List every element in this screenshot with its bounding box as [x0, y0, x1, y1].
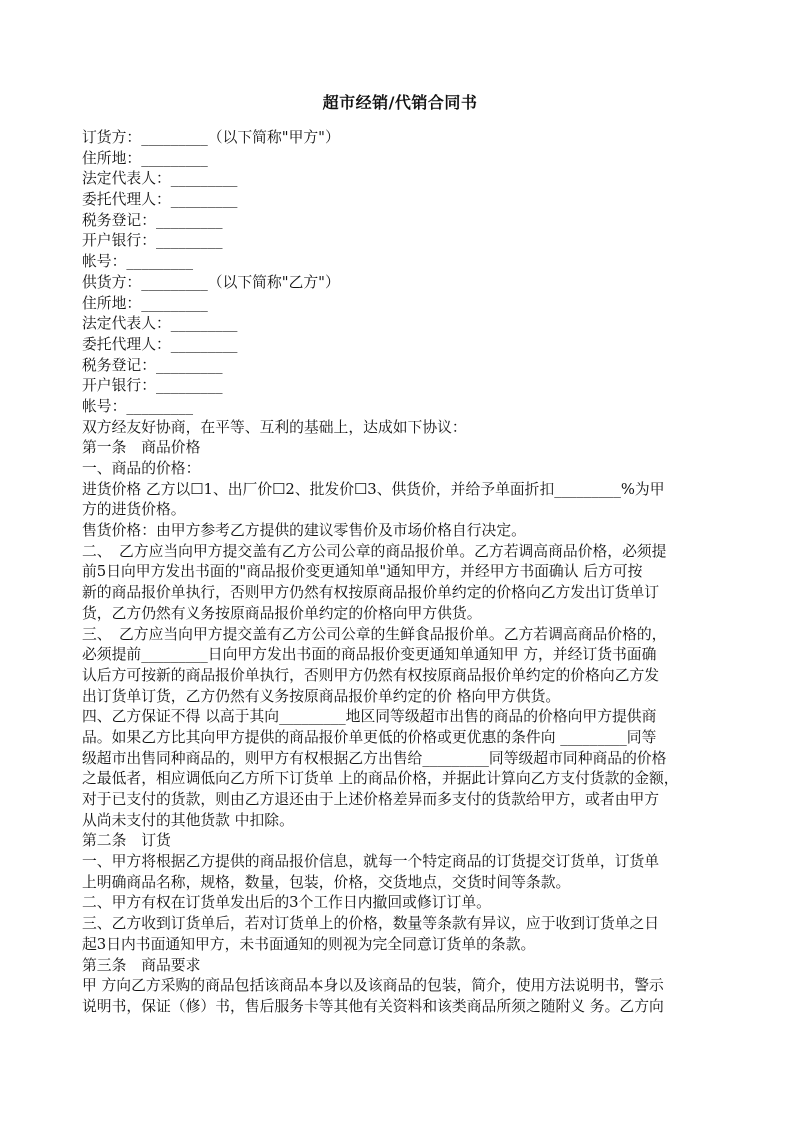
- text-line: 订货方：_________（以下简称"甲方"）: [82, 129, 340, 146]
- text-line: 品。如果乙方比其向甲方提供的商品报价单更低的价格或更优惠的条件向 _________同等: [82, 728, 657, 746]
- text-line: 法定代表人：_________: [82, 315, 238, 333]
- text-line: 新的商品报价单执行，否则甲方仍然有权按原商品报价单约定的价格向乙方发出订货单订: [82, 584, 660, 602]
- text-line: 四、乙方保证不得 以高于其向_________地区同等级超市出售的商品的价格向甲方提供商: [82, 708, 657, 726]
- text-line: 帐号：_________: [82, 253, 193, 271]
- text-line: 供货方：_________（以下简称"乙方"）: [82, 273, 340, 291]
- text-line: 双方经友好协商，在平等、互利的基础上，达成如下协议：: [82, 418, 467, 436]
- text-line: 法定代表人：_________: [82, 170, 238, 188]
- text-line: 说明书，保证（修）书，售后服务卡等其他有关资料和该类商品所须之随附义 务。乙方向: [82, 997, 664, 1015]
- text-line: 出订货单订货，乙方仍然有义务按原商品报价单约定的价 格向甲方供货。: [82, 687, 561, 705]
- text-line: 三、乙方收到订货单后，若对订货单上的价格，数量等条款有异议，应于收到订货单之日: [82, 915, 660, 933]
- text-line: 一、商品的价格：: [82, 460, 201, 477]
- text-line: 级超市出售同种商品的，则甲方有权根据乙方出售给_________同等级超市同种商品的价格: [82, 749, 667, 767]
- text-line: 二、 乙方应当向甲方提交盖有乙方公司公章的商品报价单。乙方若调高商品价格，必须提: [82, 542, 667, 560]
- section-heading: 第三条 商品要求: [82, 956, 201, 974]
- text-line: 三、 乙方应当向甲方提交盖有乙方公司公章的生鲜食品报价单。乙方若调高商品价格的，: [82, 625, 667, 643]
- text-line: 税务登记：_________: [82, 356, 223, 374]
- text-line: 起3日内书面通知甲方，未书面通知的则视为完全同意订货单的条款。: [82, 935, 536, 953]
- text-line: 开户银行：_________: [82, 232, 223, 250]
- text-line: 对于已支付的货款，则由乙方退还由于上述价格差异而多支付的货款给甲方，或者由甲方: [82, 791, 660, 808]
- text-line: 委托代理人：_________: [82, 191, 238, 209]
- text-line: 税务登记：_________: [82, 211, 223, 229]
- text-line: 方的进货价格。: [82, 501, 186, 519]
- text-line: 进货价格 乙方以☐1、出厂价☐2、批发价☐3、供货价，并给予单面折扣_________%为甲: [82, 480, 665, 498]
- text-line: 开户银行：_________: [82, 377, 223, 395]
- document-title: 超市经销/代销合同书: [322, 93, 478, 112]
- section-heading: 第一条 商品价格: [82, 439, 201, 457]
- text-line: 二、甲方有权在订货单发出后的3个工作日内撤回或修订订单。: [82, 894, 491, 912]
- text-line: 住所地：_________: [82, 294, 208, 312]
- text-line: 之最低者，相应调低向乙方所下订货单 上的商品价格，并据此计算向乙方支付货款的金额，: [82, 770, 679, 788]
- text-line: 委托代理人：_________: [82, 335, 238, 353]
- text-line: 从尚未支付的其他货款 中扣除。: [82, 811, 294, 829]
- text-line: 售货价格：由甲方参考乙方提供的建议零售价及市场价格自行决定。: [82, 522, 526, 540]
- text-line: 一、甲方将根据乙方提供的商品报价信息，就每一个特定商品的订货提交订货单，订货单: [82, 853, 660, 871]
- text-line: 前5日向甲方发出书面的"商品报价变更通知单"通知甲方，并经甲方书面确认 后方可按: [82, 563, 643, 581]
- text-line: 认后方可按新的商品报价单执行，否则甲方仍然有权按原商品报价单约定的价格向乙方发: [82, 666, 660, 684]
- text-line: 必须提前_________日向甲方发出书面的商品报价变更通知单通知甲 方，并经订货书面确: [82, 646, 657, 664]
- text-line: 甲 方向乙方采购的商品包括该商品本身以及该商品的包装，简介，使用方法说明书，警示: [82, 977, 664, 995]
- text-line: 上明确商品名称，规格，数量，包装，价格，交货地点，交货时间等条款。: [82, 873, 571, 891]
- section-heading: 第二条 订货: [82, 832, 171, 850]
- text-line: 货，乙方仍然有义务按原商品报价单约定的价格向甲方供货。: [82, 604, 482, 622]
- text-line: 住所地：_________: [82, 149, 208, 167]
- document-body: [82, 128, 722, 1018]
- text-line: 帐号：_________: [82, 397, 193, 415]
